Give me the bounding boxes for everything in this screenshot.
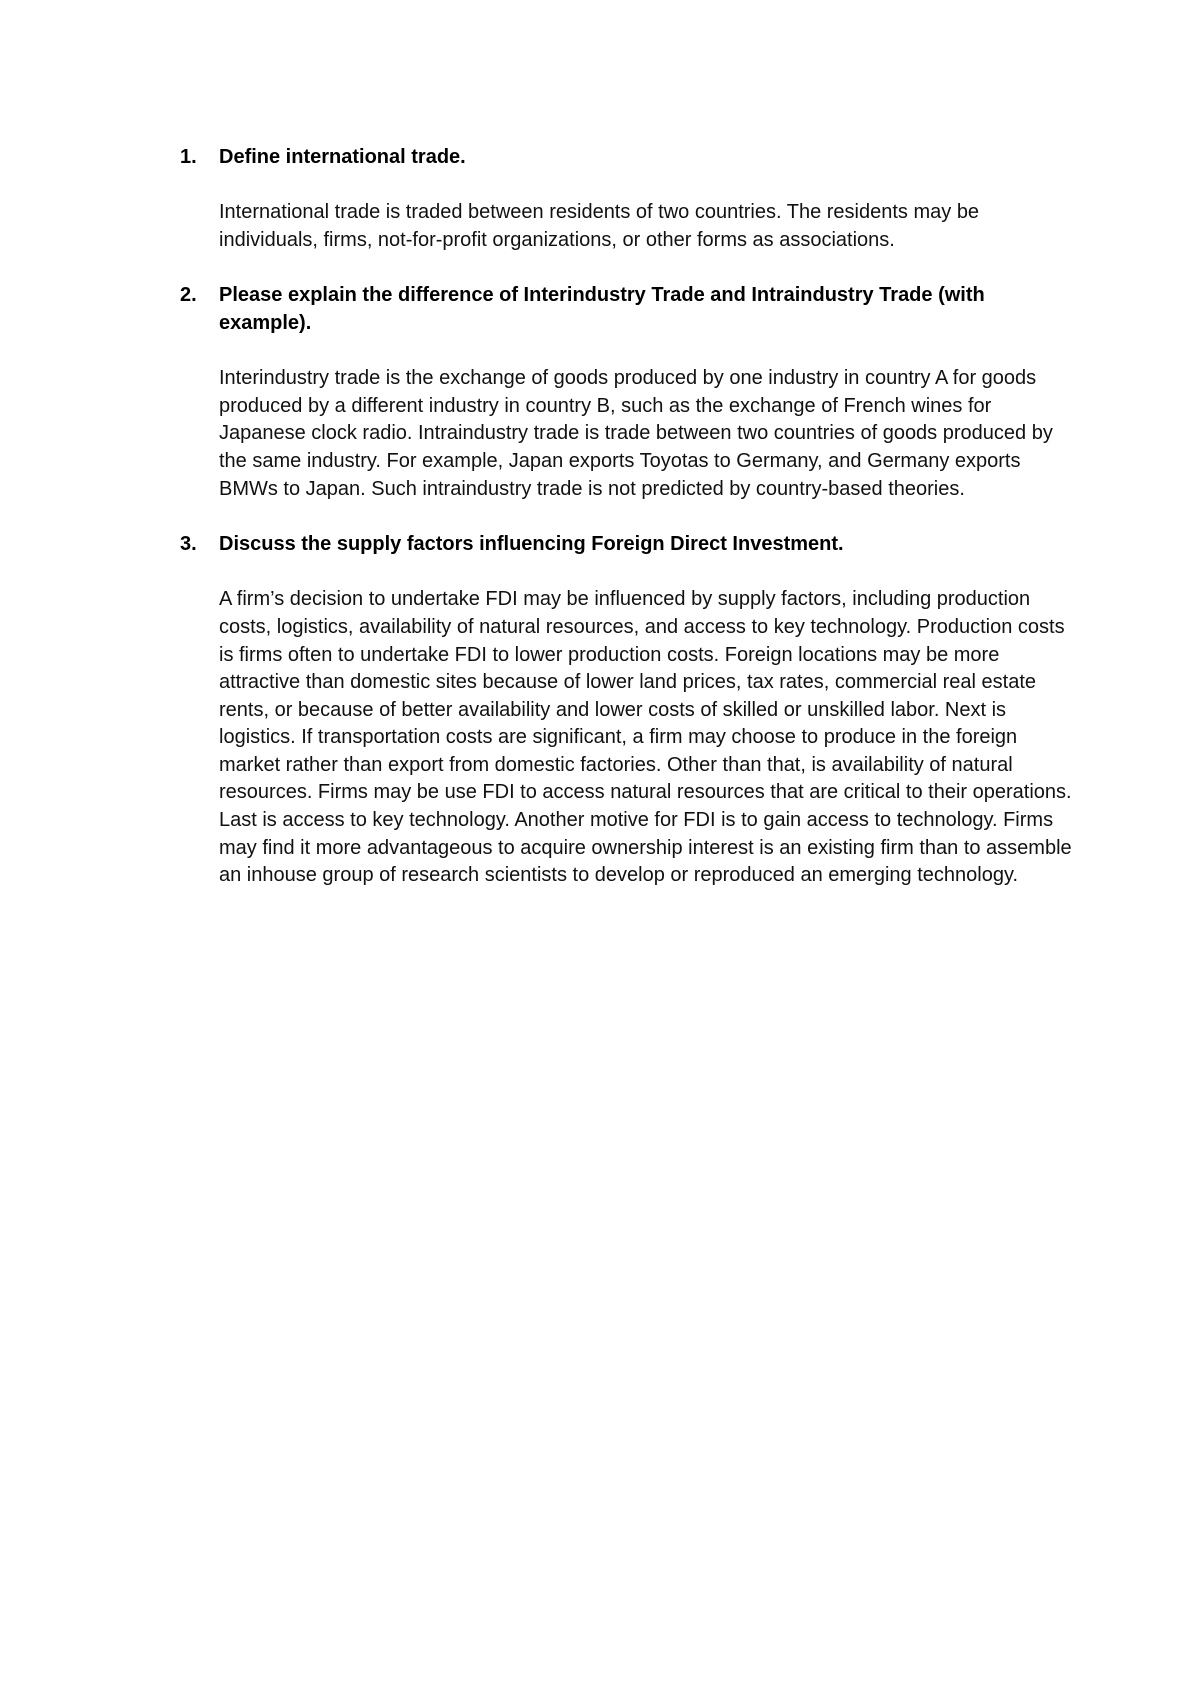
question-number: 3.	[180, 533, 197, 556]
question-title: Please explain the difference of Interindustry Trade and Intraindustry Trade (with example).	[219, 284, 985, 334]
question-number: 1.	[180, 146, 197, 168]
question-item	[180, 531, 1080, 890]
question-number: 2.	[180, 284, 197, 307]
question-list	[180, 144, 1080, 918]
question-item	[180, 282, 1080, 503]
question-title: Define international trade.	[219, 146, 466, 168]
question-answer: Interindustry trade is the exchange of goods produced by one industry in country A for goods produced by a different industry in country B, such as the exchange of French wines for Japanese clock radio. Intraindustry trade is trade between two countries of goods produced by the same industry. For example, Japan exports Toyotas to Germany, and Germany exports BMWs to Japan. Such intraindustry trade is not predicted by country-based theories.	[219, 367, 1053, 500]
question-item	[180, 144, 1080, 254]
question-title: Discuss the supply factors influencing Foreign Direct Investment.	[219, 533, 844, 556]
question-answer: A firm’s decision to undertake FDI may be influenced by supply factors, including production costs, logistics, availability of natural resources, and access to key technology. Production costs is firms often to undertake FDI to lower production costs. Foreign locations may be more attractive than domestic sites because of lower land prices, tax rates, commercial real estate rents, or because of better availability and lower costs of skilled or unskilled labor. Next is logistics. If transportation costs are significant, a firm may choose to produce in the foreign market rather than export from domestic factories. Other than that, is availability of natural resources. Firms may be use FDI to access natural resources that are critical to their operations. Last is access to key technology. Another motive for FDI is to gain access to technology. Firms may find it more advantageous to acquire ownership interest is an existing firm than to assemble an inhouse group of research scientists to develop or reproduced an emerging technology.	[219, 588, 1072, 887]
question-answer: International trade is traded between residents of two countries. The residents may be individuals, firms, not-for-profit organizations, or other forms as associations.	[219, 201, 980, 251]
